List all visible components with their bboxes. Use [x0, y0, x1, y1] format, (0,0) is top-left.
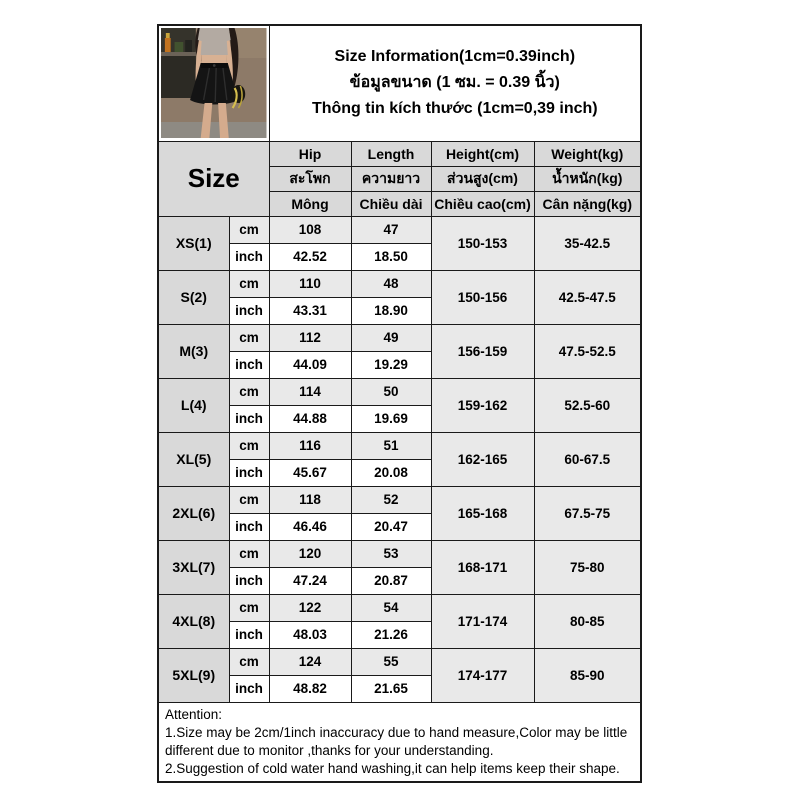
hip-cm-value: 116	[269, 432, 351, 459]
height-range: 165-168	[431, 486, 534, 540]
hip-cm-value: 110	[269, 270, 351, 297]
col-header-height-th: ส่วนสูง(cm)	[431, 166, 534, 191]
size-label: 3XL(7)	[158, 540, 229, 594]
col-header-weight-th: น้ำหนัก(kg)	[534, 166, 641, 191]
size-label: 5XL(9)	[158, 648, 229, 702]
weight-range: 42.5-47.5	[534, 270, 641, 324]
col-header-height-en: Height(cm)	[431, 141, 534, 166]
height-range: 159-162	[431, 378, 534, 432]
hip-cm-value: 122	[269, 594, 351, 621]
hip-cm-value: 120	[269, 540, 351, 567]
hip-cm-value: 112	[269, 324, 351, 351]
table-row	[158, 270, 641, 297]
height-range: 156-159	[431, 324, 534, 378]
length-cm-value: 55	[351, 648, 431, 675]
hip-cm-value: 118	[269, 486, 351, 513]
table-row	[158, 540, 641, 567]
table-row	[158, 486, 641, 513]
unit-inch: inch	[229, 621, 269, 648]
length-inch-value: 21.65	[351, 675, 431, 702]
product-photo-illustration	[161, 28, 267, 138]
unit-inch: inch	[229, 675, 269, 702]
length-cm-value: 51	[351, 432, 431, 459]
hip-cm-value: 114	[269, 378, 351, 405]
length-inch-value: 18.90	[351, 297, 431, 324]
size-info-title	[269, 25, 641, 141]
length-inch-value: 21.26	[351, 621, 431, 648]
hip-cm-value: 108	[269, 216, 351, 243]
weight-range: 47.5-52.5	[534, 324, 641, 378]
length-cm-value: 47	[351, 216, 431, 243]
height-range: 150-156	[431, 270, 534, 324]
length-cm-value: 50	[351, 378, 431, 405]
height-range: 171-174	[431, 594, 534, 648]
unit-cm: cm	[229, 648, 269, 675]
attention-note	[158, 702, 641, 782]
height-range: 150-153	[431, 216, 534, 270]
size-label: L(4)	[158, 378, 229, 432]
title-english: Size Information(1cm=0.39inch)	[334, 48, 576, 66]
unit-cm: cm	[229, 594, 269, 621]
title-thai: ข้อมูลขนาด (1 ซม. = 0.39 นิ้ว)	[349, 74, 560, 92]
col-header-weight-vi: Cân nặng(kg)	[534, 191, 641, 216]
length-inch-value: 20.47	[351, 513, 431, 540]
col-header-length-vi: Chiều dài	[351, 191, 431, 216]
length-inch-value: 20.08	[351, 459, 431, 486]
hip-inch-value: 43.31	[269, 297, 351, 324]
size-chart-table	[157, 24, 642, 783]
weight-range: 85-90	[534, 648, 641, 702]
length-inch-value: 20.87	[351, 567, 431, 594]
weight-range: 67.5-75	[534, 486, 641, 540]
attention-line-1: 1.Size may be 2cm/1inch inaccuracy due to hand measure,Color may be little different due to monitor ,thanks for your understanding.	[165, 724, 628, 758]
unit-cm: cm	[229, 432, 269, 459]
height-range: 162-165	[431, 432, 534, 486]
unit-inch: inch	[229, 243, 269, 270]
unit-inch: inch	[229, 567, 269, 594]
length-inch-value: 19.69	[351, 405, 431, 432]
hip-inch-value: 47.24	[269, 567, 351, 594]
unit-inch: inch	[229, 351, 269, 378]
length-cm-value: 49	[351, 324, 431, 351]
title-vietnamese: Thông tin kích thước (1cm=0,39 inch)	[311, 100, 598, 118]
hip-inch-value: 44.09	[269, 351, 351, 378]
length-inch-value: 18.50	[351, 243, 431, 270]
col-header-hip-th: สะโพก	[269, 166, 351, 191]
length-inch-value: 19.29	[351, 351, 431, 378]
table-row	[158, 432, 641, 459]
col-header-length-th: ความยาว	[351, 166, 431, 191]
attention-line-2: 2.Suggestion of cold water hand washing,it can help items keep their shape.	[165, 760, 620, 776]
attention-heading: Attention:	[165, 706, 223, 722]
hip-inch-value: 46.46	[269, 513, 351, 540]
unit-inch: inch	[229, 297, 269, 324]
unit-cm: cm	[229, 324, 269, 351]
size-label: M(3)	[158, 324, 229, 378]
length-cm-value: 48	[351, 270, 431, 297]
hip-cm-value: 124	[269, 648, 351, 675]
weight-range: 75-80	[534, 540, 641, 594]
unit-cm: cm	[229, 540, 269, 567]
unit-cm: cm	[229, 270, 269, 297]
col-header-hip-vi: Mông	[269, 191, 351, 216]
size-label: XL(5)	[158, 432, 229, 486]
height-range: 168-171	[431, 540, 534, 594]
weight-range: 52.5-60	[534, 378, 641, 432]
weight-range: 60-67.5	[534, 432, 641, 486]
length-cm-value: 53	[351, 540, 431, 567]
hip-inch-value: 48.03	[269, 621, 351, 648]
hip-inch-value: 44.88	[269, 405, 351, 432]
col-header-height-vi: Chiều cao(cm)	[431, 191, 534, 216]
size-label: XS(1)	[158, 216, 229, 270]
size-header: Size	[158, 141, 269, 216]
product-photo	[158, 25, 269, 141]
table-row	[158, 216, 641, 243]
table-row	[158, 594, 641, 621]
table-row	[158, 648, 641, 675]
weight-range: 80-85	[534, 594, 641, 648]
unit-inch: inch	[229, 513, 269, 540]
table-row	[158, 378, 641, 405]
size-label: S(2)	[158, 270, 229, 324]
unit-cm: cm	[229, 216, 269, 243]
col-header-weight-en: Weight(kg)	[534, 141, 641, 166]
size-label: 4XL(8)	[158, 594, 229, 648]
unit-cm: cm	[229, 486, 269, 513]
hip-inch-value: 45.67	[269, 459, 351, 486]
weight-range: 35-42.5	[534, 216, 641, 270]
col-header-length-en: Length	[351, 141, 431, 166]
col-header-hip-en: Hip	[269, 141, 351, 166]
table-row	[158, 324, 641, 351]
unit-inch: inch	[229, 459, 269, 486]
length-cm-value: 54	[351, 594, 431, 621]
length-cm-value: 52	[351, 486, 431, 513]
size-label: 2XL(6)	[158, 486, 229, 540]
unit-inch: inch	[229, 405, 269, 432]
hip-inch-value: 42.52	[269, 243, 351, 270]
unit-cm: cm	[229, 378, 269, 405]
height-range: 174-177	[431, 648, 534, 702]
hip-inch-value: 48.82	[269, 675, 351, 702]
